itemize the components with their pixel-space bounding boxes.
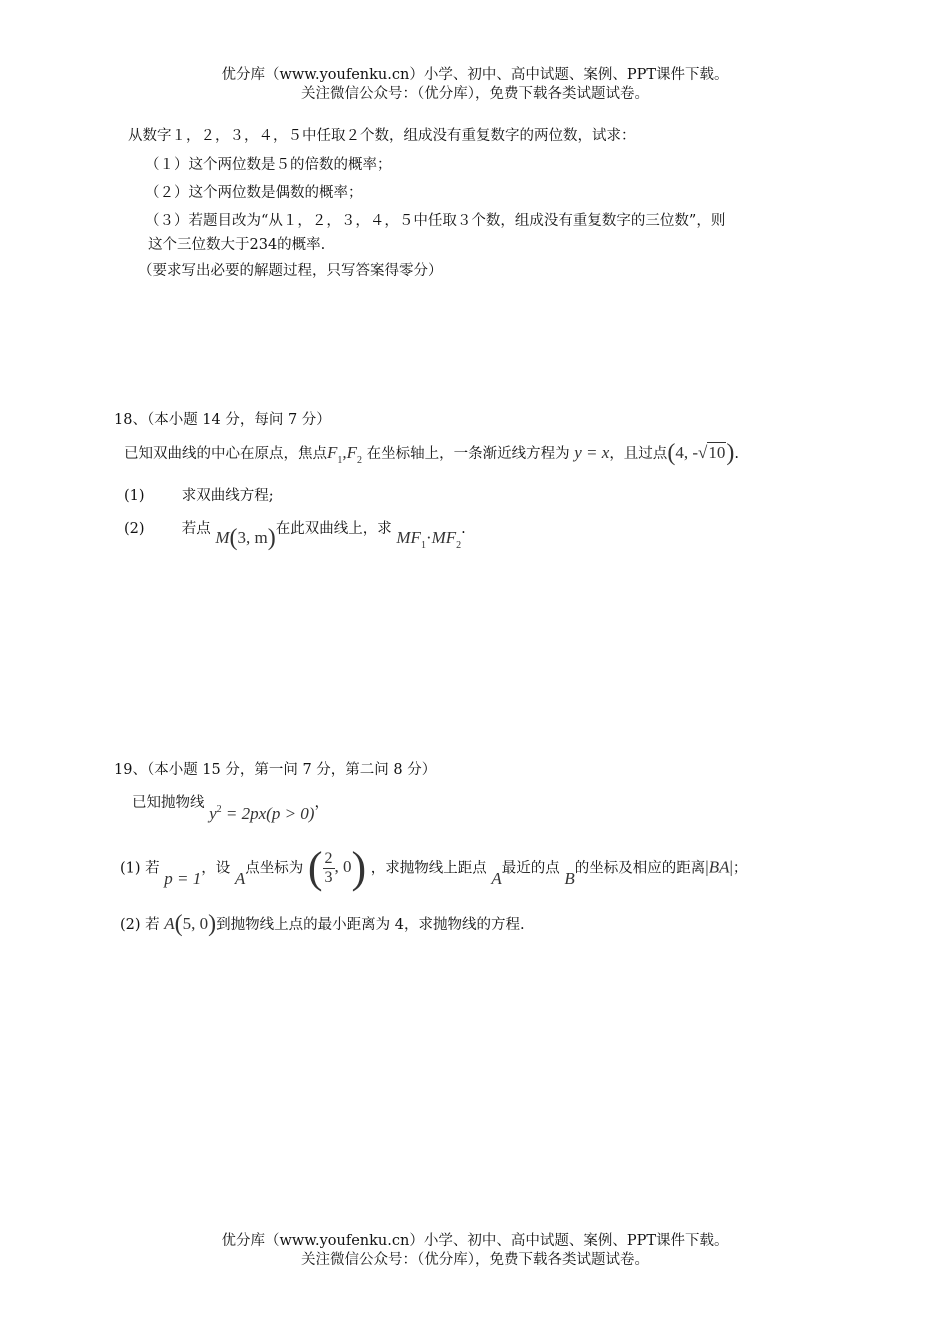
q18-part-1-label: (1) xyxy=(124,488,145,504)
q19-part-1-text-d: ，求抛物线上距点 xyxy=(370,860,487,877)
page-footer xyxy=(0,1232,950,1270)
q19-part-1-text-f: 的坐标及相应的距离 xyxy=(574,860,706,877)
q19-part-1-text-b: ，设 xyxy=(201,860,231,877)
q19-stem-text: 已知抛物线 xyxy=(132,795,205,811)
footer-line-1: 优分库（www.youfenku.cn）小学、初中、高中试题、案例、PPT课件下载。 xyxy=(221,1233,729,1249)
header-line-1: 优分库（www.youfenku.cn）小学、初中、高中试题、案例、PPT课件下载。 xyxy=(221,67,729,83)
distance-ba: |BA| xyxy=(705,857,733,877)
q17-part-3-line-1: （３）若题目改为“从１，２，３，４，５中任取３个数，组成没有重复数字的三位数”，则 xyxy=(145,213,726,229)
q18-stem-text-a: 已知双曲线的中心在原点，焦点 xyxy=(124,446,327,462)
q18-part-2: (2) 若点 M(3, m)在此双曲线上，求 $MF_1\cdot MF_2$. xyxy=(124,521,466,551)
page-header xyxy=(0,66,950,104)
q18-part-1 xyxy=(124,486,274,506)
q18-title: 18、（本小题 14 分，每问 7 分） xyxy=(114,412,331,428)
q19-part-1: (1) 若 p = 1，设 A点坐标为 ( $\frac{2}{3}$ , 0) ，求抛物线上距点 A最近的点 B的坐标及相应的距离|BA|； xyxy=(120,843,748,893)
focus-f1: $F_1,F_2$ xyxy=(327,443,363,466)
q19-part-2-text-b: 到抛物线上点的最小距离为 4，求抛物线的方程. xyxy=(216,917,525,933)
q18-part-2-text-b: 在此双曲线上，求 xyxy=(275,521,392,537)
q19-stem: 已知抛物线 $y^2 = 2px(p > 0)$， xyxy=(132,795,329,823)
q18-part-2-text-a: 若点 xyxy=(181,521,211,537)
point-a-label-2: A xyxy=(491,869,502,889)
q19-title: 19、（本小题 15 分，第一问 7 分，第二问 8 分） xyxy=(114,762,437,778)
q19-part-1-text-e: 最近的点 xyxy=(501,860,560,877)
q19-part-2-text-a: (2) 若 xyxy=(120,917,160,933)
point-a-5-0: A(5, 0) xyxy=(164,911,217,937)
dot-product-expression: $MF_1\cdot MF_2$ xyxy=(396,528,462,551)
point-b-label: B xyxy=(564,869,575,889)
parabola-equation: $y^2 = 2px(p > 0)$ xyxy=(209,804,315,823)
header-line-2: 关注微信公众号：（优分库），免费下载各类试题试卷。 xyxy=(301,86,649,102)
point-a-coordinates: ( $\frac{2}{3}$ , 0) xyxy=(307,843,367,893)
point-m: M(3, m) xyxy=(215,525,276,551)
asymptote-equation: y = x xyxy=(574,443,610,462)
q18-part-2-label: (2) xyxy=(124,521,145,537)
q17-part-1: （１）这个两位数是５的倍数的概率； xyxy=(145,157,392,173)
point-a-label: A xyxy=(234,869,246,889)
q19-part-1-text-a: (1) 若 xyxy=(120,860,160,877)
q17-part-3-line-2: 这个三位数大于234的概率. xyxy=(148,237,326,253)
q18-stem-text-c: ，且过点 xyxy=(609,446,668,462)
p-value: p = 1 xyxy=(164,869,202,889)
q19-part-1-text-c: 点坐标为 xyxy=(245,860,304,877)
q17-intro: 从数字１，２，３，４，５中任取２个数，组成没有重复数字的两位数，试求： xyxy=(128,128,636,144)
footer-line-2: 关注微信公众号：（优分库），免费下载各类试题试卷。 xyxy=(301,1252,649,1268)
q17-note: （要求写出必要的解题过程，只写答案得零分） xyxy=(138,263,443,279)
point-coordinates: (4, -√10) xyxy=(667,440,735,466)
q18-part-1-text: 求双曲线方程; xyxy=(181,488,274,504)
q18-stem-text-b: 在坐标轴上，一条渐近线方程为 xyxy=(366,446,570,462)
q17-part-2: （２）这个两位数是偶数的概率； xyxy=(145,185,363,201)
q19-part-2 xyxy=(120,911,525,937)
q18-stem: 已知双曲线的中心在原点，焦点$F_1,F_2$ 在坐标轴上，一条渐近线方程为 y = x，且过点(4, -√10). xyxy=(124,440,739,466)
